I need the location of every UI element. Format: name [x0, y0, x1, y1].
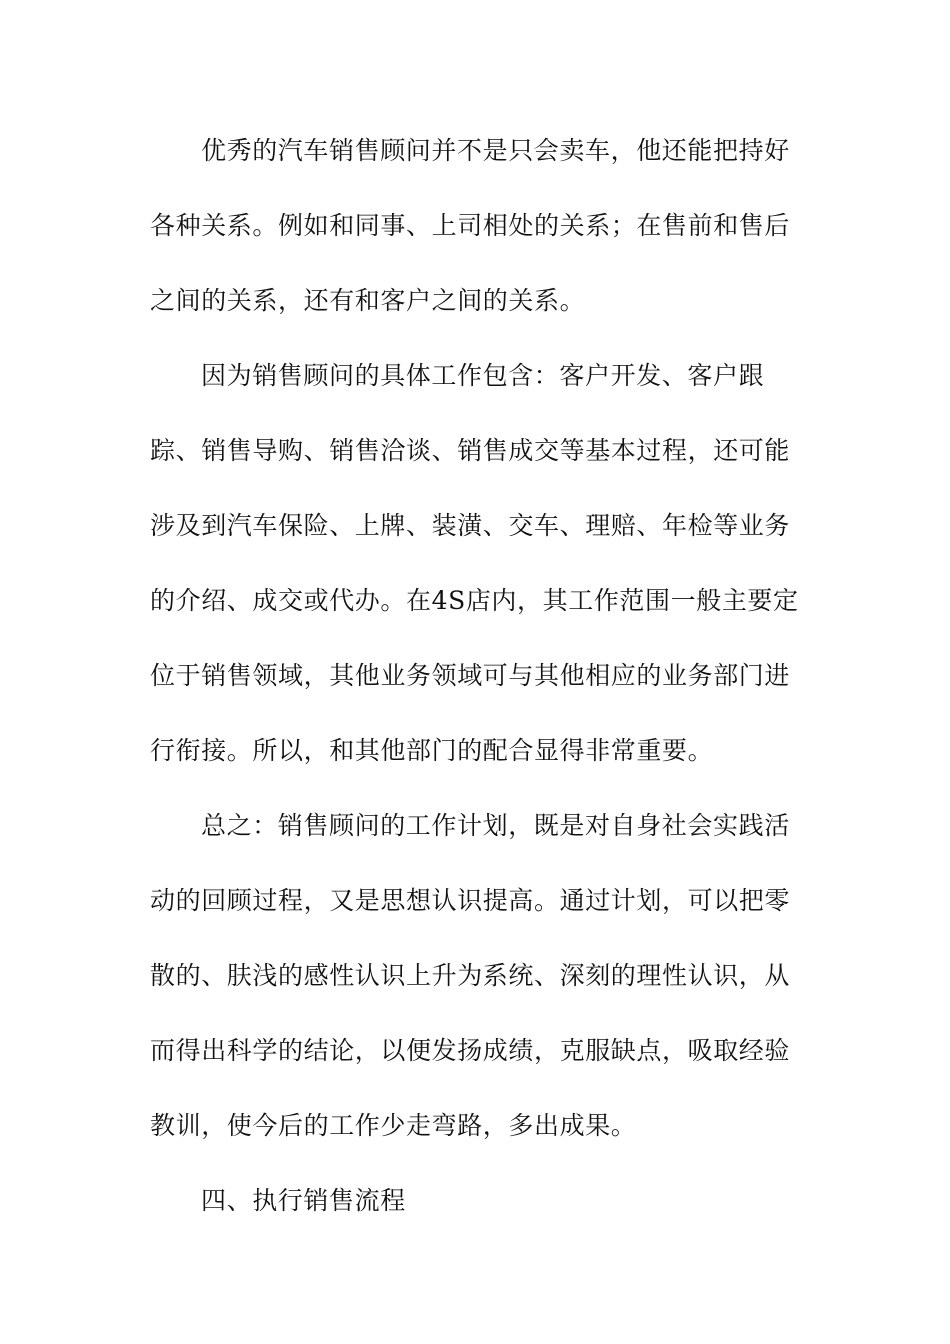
paragraph-2-line-6: 行衔接。所以，和其他部门的配合显得非常重要。	[150, 736, 714, 765]
paragraph-3-line-3: 散的、肤浅的感性认识上升为系统、深刻的理性认识，从	[150, 961, 791, 990]
section-heading: 四、执行销售流程	[201, 1186, 406, 1215]
paragraph-1-line-2: 各种关系。例如和同事、上司相处的关系；在售前和售后	[150, 211, 791, 240]
paragraph-3-line-4: 而得出科学的结论，以便发扬成绩，克服缺点，吸取经验	[150, 1036, 791, 1065]
paragraph-2-line-4: 的介绍、成交或代办。在4S店内，其工作范围一般主要定	[150, 586, 799, 615]
paragraph-3-line-2: 动的回顾过程，又是思想认识提高。通过计划，可以把零	[150, 886, 791, 915]
paragraph-3-line-1: 总之：销售顾问的工作计划，既是对自身社会实践活	[201, 811, 790, 840]
paragraph-2-line-5: 位于销售领域，其他业务领域可与其他相应的业务部门进	[150, 661, 791, 690]
paragraph-1-line-1: 优秀的汽车销售顾问并不是只会卖车，他还能把持好	[201, 136, 790, 165]
paragraph-3-line-5: 教训，使今后的工作少走弯路，多出成果。	[150, 1111, 637, 1140]
paragraph-2-line-1: 因为销售顾问的具体工作包含：客户开发、客户跟	[201, 361, 765, 390]
paragraph-1-line-3: 之间的关系，还有和客户之间的关系。	[150, 286, 586, 315]
paragraph-2-line-2: 踪、销售导购、销售洽谈、销售成交等基本过程，还可能	[150, 436, 791, 465]
paragraph-2-line-3: 涉及到汽车保险、上牌、装潢、交车、理赔、年检等业务	[150, 511, 791, 540]
